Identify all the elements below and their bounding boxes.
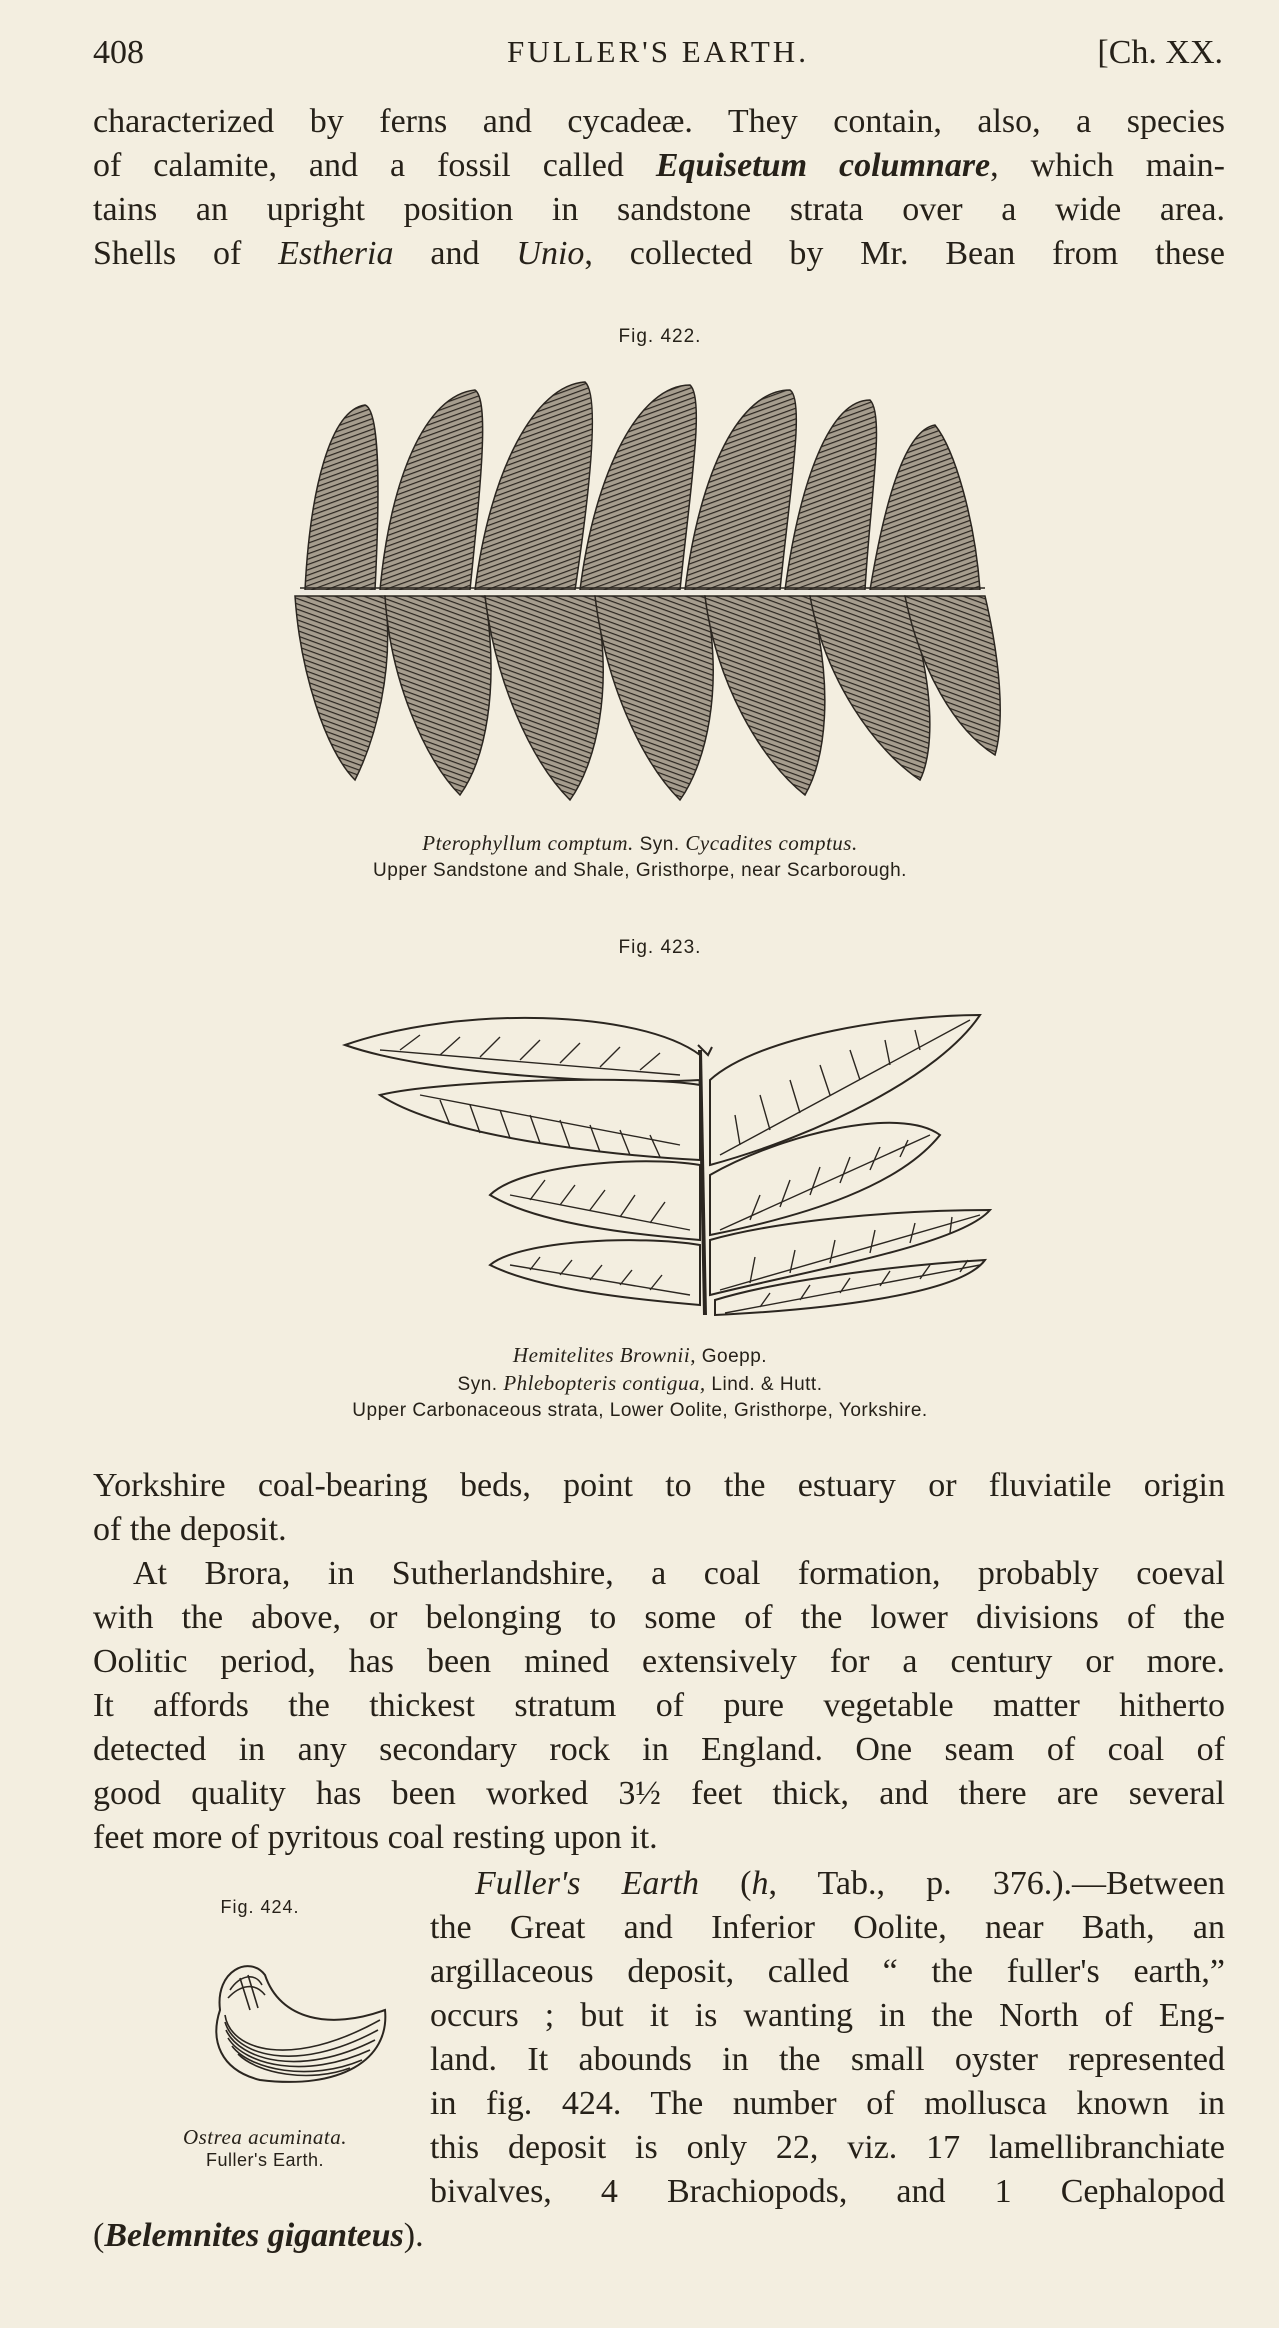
species-name: Belemnites giganteus (104, 2217, 404, 2254)
text-line: characterized by ferns and cycadeæ. They contain, also, a species (93, 103, 1225, 140)
paragraph-fullers-earth (430, 1862, 1225, 2214)
text-line: in fig. 424. The number of mollusca known in (430, 2085, 1225, 2122)
oyster-shell-illustration (200, 1950, 400, 2100)
text-line: feet more of pyritous coal resting upon it. (93, 1819, 658, 1856)
caption-line: Syn. Phlebopteris contigua, Lind. & Hutt. (457, 1371, 823, 1395)
paragraph-yorkshire (93, 1464, 1225, 1552)
caption-line: Upper Sandstone and Shale, Gristhorpe, near Scarborough. (373, 860, 907, 881)
text-line: of calamite, and a fossil called Equisetum columnare, which main- (93, 147, 1225, 184)
section-heading: Fuller's Earth (475, 1865, 700, 1902)
caption-line: Hemitelites Brownii, Goepp. (512, 1343, 768, 1367)
text-line: Yorkshire coal-bearing beds, point to the estuary or fluviatile origin (93, 1467, 1225, 1504)
text-line: this deposit is only 22, viz. 17 lamellibranchiate (430, 2129, 1225, 2166)
caption-line: Fuller's Earth. (206, 2150, 324, 2170)
figure-caption (240, 1342, 1040, 1424)
figure-label: Fig. 424. (220, 1897, 300, 1917)
text-line: bivalves, 4 Brachiopods, and 1 Cephalopod (430, 2173, 1225, 2210)
caption-line: Ostrea acuminata. (182, 2125, 348, 2149)
paragraph-brora (93, 1552, 1225, 1860)
text-line: good quality has been worked 3½ feet thick, and there are several (93, 1775, 1225, 1812)
chapter-marker: [Ch. XX. (1097, 34, 1223, 71)
text-line: At Brora, in Sutherlandshire, a coal formation, probably coeval (133, 1555, 1225, 1592)
text-line: Oolitic period, has been mined extensively for a century or more. (93, 1643, 1225, 1680)
species-name: Equisetum columnare (655, 147, 991, 184)
running-header (93, 34, 1223, 84)
figure-label: Fig. 422. (618, 326, 702, 347)
text-line: occurs ; but it is wanting in the North of Eng- (430, 1997, 1225, 2034)
text-line: (Belemnites giganteus). (93, 2217, 424, 2254)
figure-label: Fig. 423. (618, 937, 702, 958)
paragraph-fullers-earth-end (93, 2214, 1225, 2258)
text-line: It affords the thickest stratum of pure vegetable matter hitherto (93, 1687, 1225, 1724)
fern-leaf-illustration (340, 995, 1000, 1325)
figure-caption (150, 2126, 380, 2171)
text-line: Fuller's Earth (h, Tab., p. 376.).—Between (475, 1865, 1226, 1902)
text-line: of the deposit. (93, 1511, 287, 1548)
text-line: Shells of Estheria and Unio, collected by Mr. Bean from these (93, 235, 1225, 272)
running-title: FULLER'S EARTH. (507, 34, 809, 69)
text-line: tains an upright position in sandstone strata over a wide area. (93, 191, 1225, 228)
caption-line: Upper Carbonaceous strata, Lower Oolite, Gristhorpe, Yorkshire. (352, 1400, 928, 1421)
page-number: 408 (93, 34, 144, 71)
text-line: land. It abounds in the small oyster represented (430, 2041, 1225, 2078)
text-line: the Great and Inferior Oolite, near Bath, an (430, 1909, 1225, 1946)
fern-frond-illustration (285, 370, 1005, 820)
genus-name: Unio (516, 235, 585, 272)
text-line: with the above, or belonging to some of the lower divisions of the (93, 1599, 1225, 1636)
figure-caption (290, 830, 990, 884)
text-line: argillaceous deposit, called “ the fuller's earth,” (430, 1953, 1225, 1990)
genus-name: Estheria (278, 235, 394, 272)
text-line: detected in any secondary rock in England. One seam of coal of (93, 1731, 1225, 1768)
paragraph-intro (93, 100, 1225, 276)
fraction: ½ (635, 1775, 661, 1812)
caption-line: Pterophyllum comptum. Syn. Cycadites comptus. (422, 831, 858, 855)
